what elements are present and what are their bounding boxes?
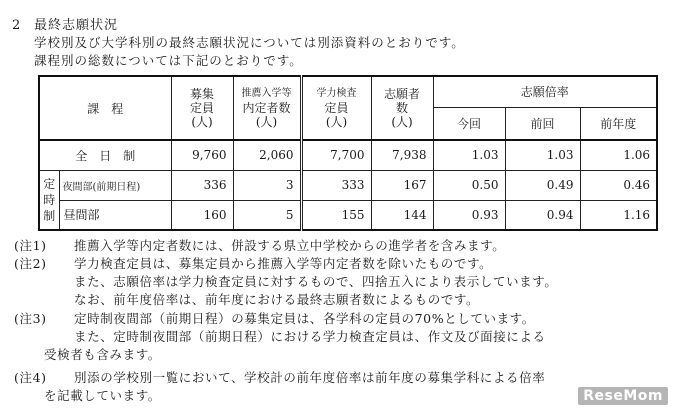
section-number: 2 — [12, 18, 22, 33]
row-course: 昼間部 — [59, 200, 171, 230]
part-time-label: 定 時 制 — [39, 170, 59, 230]
cell-recommended: 3 — [233, 170, 301, 200]
note-text: 学力検査定員は、募集定員から推薦入学等内定者数を除いたものです。 — [74, 256, 493, 271]
cell-recommended: 5 — [233, 200, 301, 230]
header-ratio-last-year: 前年度 — [580, 107, 657, 140]
cell-capacity: 336 — [171, 170, 233, 200]
section-title: 最終志願状況 — [34, 18, 119, 33]
cell-exam-capacity: 155 — [301, 200, 371, 230]
intro-line-2: 課程別の総数については下記のとおりです。 — [34, 53, 303, 68]
cell-exam-capacity: 7,700 — [301, 140, 371, 170]
header-recommended: 推薦入学等 内定者数 (人) — [233, 76, 301, 140]
section-heading — [12, 14, 118, 33]
header-ratio-previous: 前回 — [505, 107, 580, 140]
application-status-table — [38, 75, 658, 231]
table-row — [39, 200, 657, 230]
cell-ratio-current: 1.03 — [433, 140, 505, 170]
table-row — [39, 140, 657, 170]
cell-applicants: 7,938 — [371, 140, 433, 170]
cell-recommended: 2,060 — [233, 140, 301, 170]
watermark-logo: ReseMom — [578, 387, 668, 405]
header-ratio-current: 今回 — [433, 107, 505, 140]
cell-capacity: 9,760 — [171, 140, 233, 170]
cell-ratio-last-year: 1.06 — [580, 140, 657, 170]
table-row — [39, 170, 657, 200]
note-text: また、定時制夜間部（前期日程）における学力検査定員は、作文及び面接による — [74, 329, 546, 344]
header-applicants: 志願者 数 (人) — [371, 76, 433, 140]
cell-ratio-current: 0.93 — [433, 200, 505, 230]
header-course: 課 程 — [39, 76, 171, 140]
cell-ratio-current: 0.50 — [433, 170, 505, 200]
cell-ratio-previous: 0.94 — [505, 200, 580, 230]
cell-ratio-previous: 1.03 — [505, 140, 580, 170]
header-exam-capacity: 学力検査 定員 (人) — [301, 76, 371, 140]
note-text: 別添の学校別一覧において、学校計の前年度倍率は前年度の募集学科による倍率 — [74, 370, 546, 385]
cell-capacity: 160 — [171, 200, 233, 230]
note-text: また、志願倍率は学力検査定員に対するもので、四捨五入により表示しています。 — [74, 274, 558, 289]
note-text: 受検者も含みます。 — [44, 347, 161, 362]
cell-exam-capacity: 333 — [301, 170, 371, 200]
note-label: (注4) — [14, 370, 47, 385]
note-text: 推薦入学等内定者数には、併設する県立中学校からの進学者を含みます。 — [74, 238, 506, 253]
note-text: 定時制夜間部（前期日程）の募集定員は、各学科の定員の70%としています。 — [74, 311, 535, 326]
note-text: なお、前年度倍率は、前年度における最終志願者数によるものです。 — [74, 292, 480, 307]
cell-ratio-previous: 0.49 — [505, 170, 580, 200]
intro-line-1: 学校別及び大学科別の最終志願状況については別添資料のとおりです。 — [34, 35, 465, 50]
header-capacity: 募集 定員 (人) — [171, 76, 233, 140]
note-label: (注1) — [14, 238, 47, 253]
cell-ratio-last-year: 0.46 — [580, 170, 657, 200]
cell-applicants: 144 — [371, 200, 433, 230]
cell-applicants: 167 — [371, 170, 433, 200]
row-course: 全 日 制 — [39, 140, 171, 170]
row-course: 夜間部(前期日程) — [59, 170, 171, 200]
note-label: (注3) — [14, 311, 47, 326]
note-text: を記載しています。 — [44, 388, 161, 403]
note-label: (注2) — [14, 256, 47, 271]
header-ratio-group: 志願倍率 — [433, 76, 657, 107]
cell-ratio-last-year: 1.16 — [580, 200, 657, 230]
